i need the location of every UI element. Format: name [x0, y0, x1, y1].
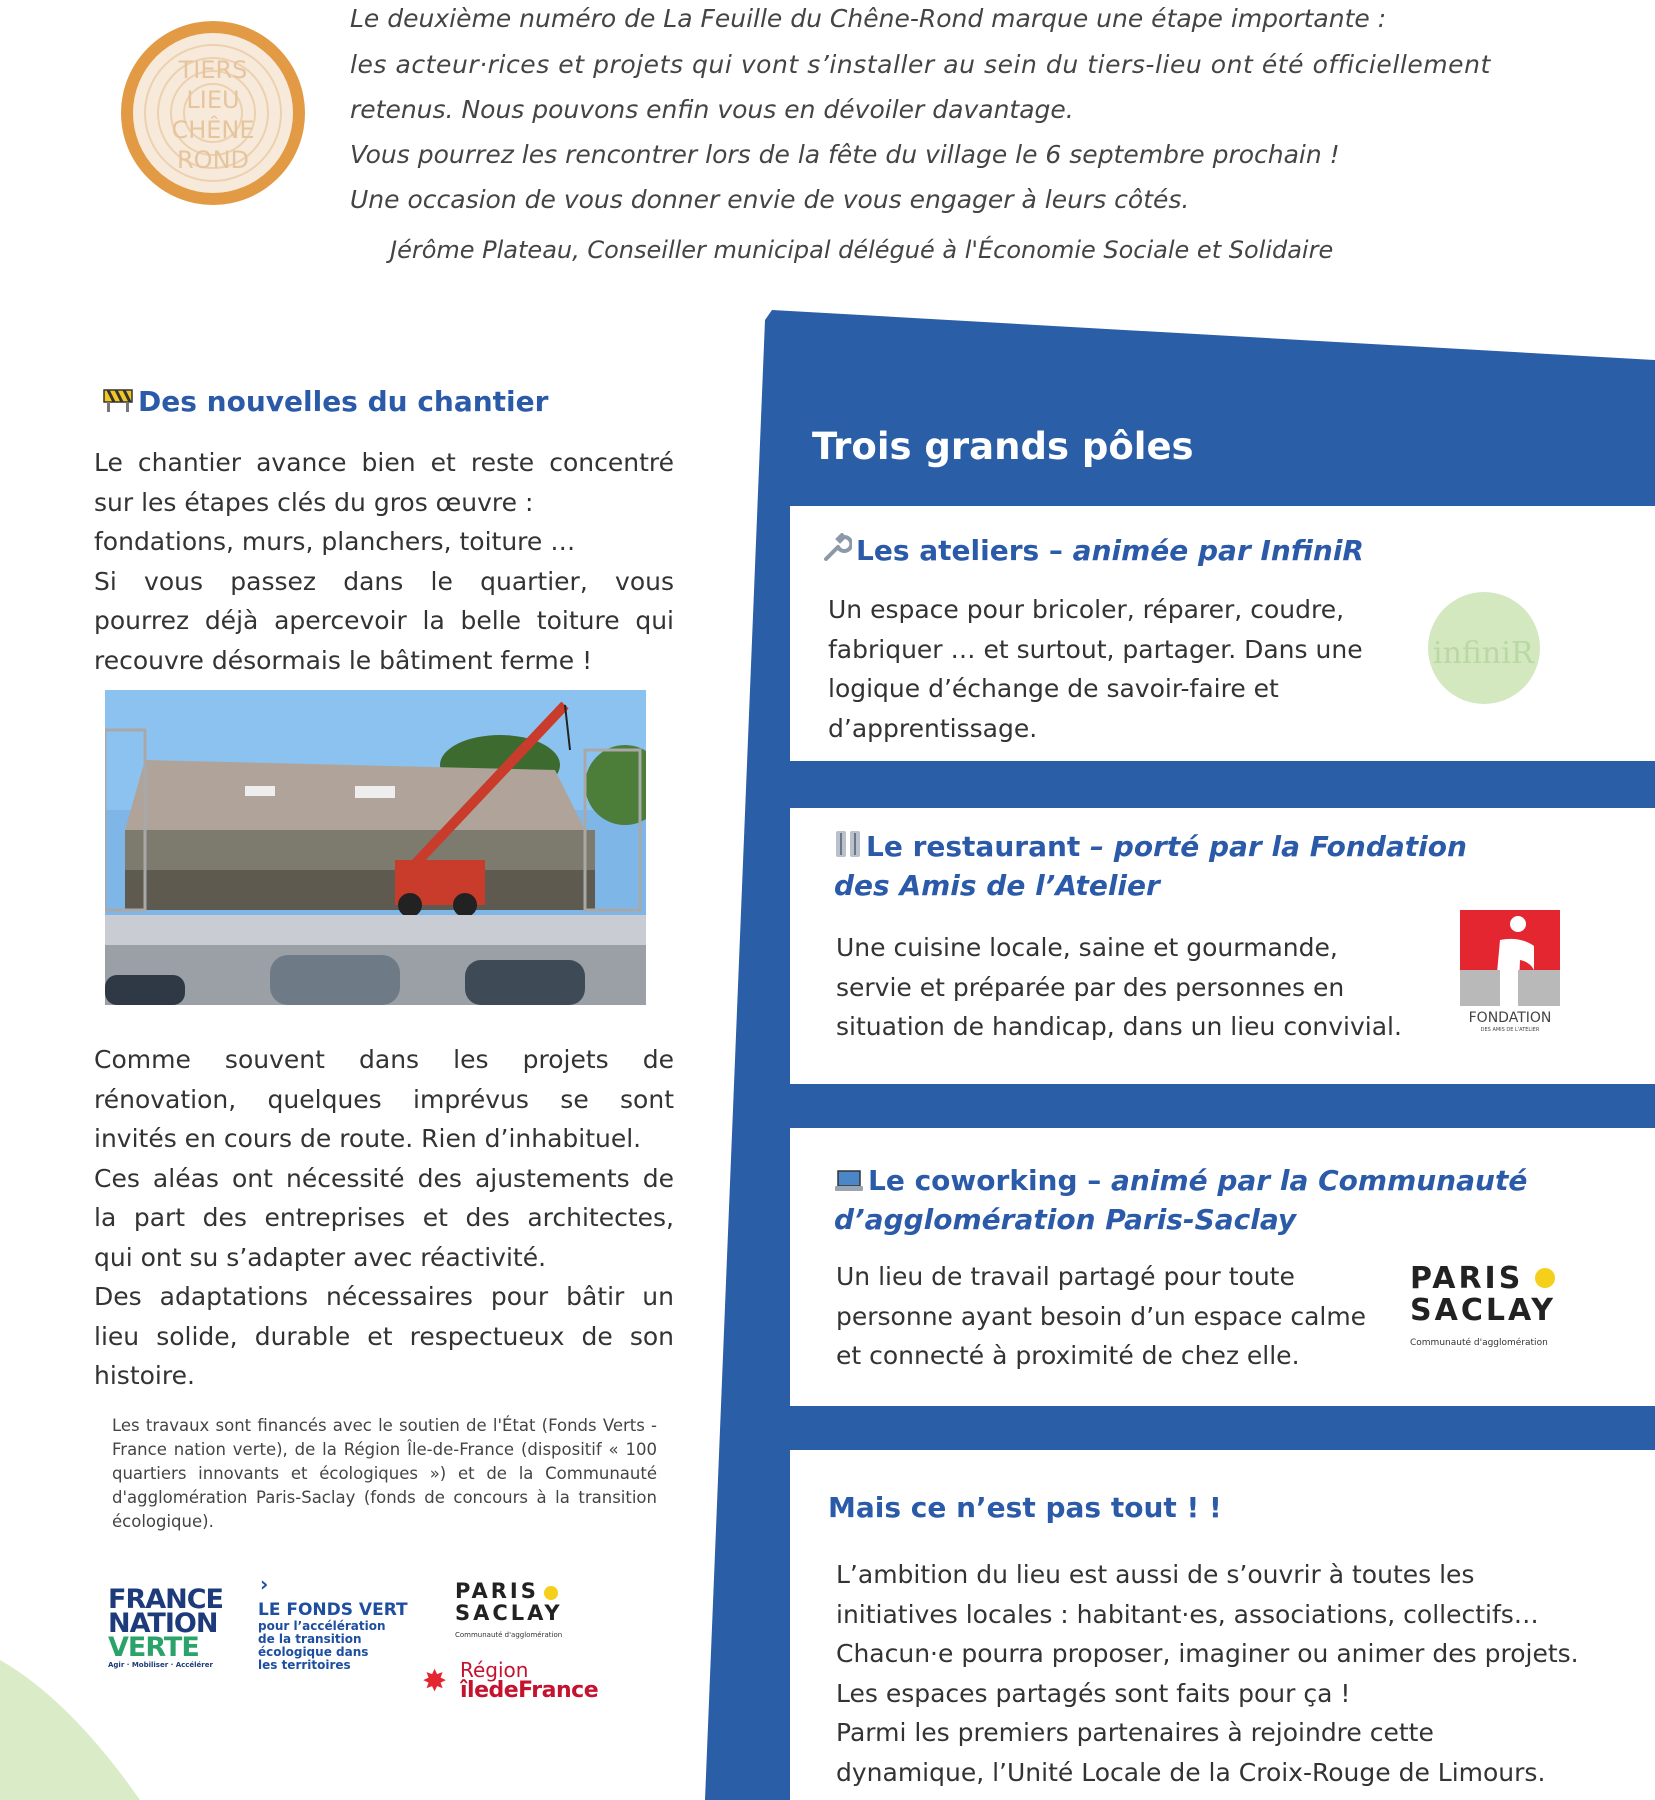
- region-line-1: Région: [460, 1658, 529, 1682]
- ateliers-body-line: d’apprentissage.: [828, 713, 1038, 743]
- chantier-p1-line: sur les étapes clés du gros œuvre :: [94, 487, 534, 517]
- chevron-right-icon: ›: [260, 1572, 269, 1596]
- chantier-title: Des nouvelles du chantier: [138, 385, 549, 418]
- laptop-icon: [834, 1166, 864, 1202]
- intro-line-3: retenus. Nous pouvons enfin vous en dévoiler davantage.: [350, 95, 1074, 124]
- infinir-logo: [1428, 592, 1540, 704]
- ps-sub: Communauté d'agglomération: [455, 1631, 563, 1639]
- coworking-body: [836, 1257, 1396, 1376]
- ps-line: SACLAY: [1410, 1293, 1557, 1328]
- chantier-p2-line: Des adaptations nécessaires pour bâtir un: [94, 1282, 674, 1311]
- region-line-2: îledeFrance: [460, 1678, 599, 1703]
- fonds-vert-sub: écologique dans: [258, 1645, 369, 1659]
- ateliers-title: [822, 533, 1364, 572]
- coworking-title: [834, 1163, 1527, 1238]
- coworking-title-main: Le coworking –: [868, 1164, 1112, 1197]
- sun-dot-icon: [1535, 1268, 1555, 1288]
- restaurant-body: [836, 928, 1436, 1047]
- more-body-line: Parmi les premiers partenaires à rejoindre cette: [836, 1718, 1434, 1747]
- chantier-p2-line: invités en cours de route. Rien d’inhabituel.: [94, 1124, 642, 1153]
- ps-line: PARIS: [1410, 1261, 1524, 1296]
- chantier-p1-line: pourrez déjà apercevoir la belle toiture qui: [94, 606, 674, 635]
- decorative-green-shape: [0, 1660, 140, 1800]
- coworking-body-line: personne ayant besoin d’un espace calme: [836, 1301, 1367, 1331]
- fonds-vert-sub: les territoires: [258, 1658, 351, 1672]
- restaurant-body-line: Une cuisine locale, saine et gourmande,: [836, 933, 1338, 962]
- logo-line-4: ROND: [177, 146, 249, 174]
- coworking-body-line: et connecté à proximité de chez elle.: [836, 1341, 1300, 1370]
- restaurant-body-line: situation de handicap, dans un lieu convivial.: [836, 1012, 1402, 1041]
- more-title: Mais ce n’est pas tout ! !: [828, 1491, 1222, 1524]
- fnv-tagline: Agir · Mobiliser · Accélérer: [108, 1661, 213, 1669]
- fnv-line: NATION: [108, 1608, 218, 1639]
- fonds-vert-sub: de la transition: [258, 1632, 362, 1646]
- chantier-p1-line: Le chantier avance bien et reste concentré: [94, 448, 674, 477]
- chantier-p2-line: Comme souvent dans les projets de: [94, 1045, 674, 1074]
- more-body-line: initiatives locales : habitant·es, associations, collectifs…: [836, 1599, 1539, 1629]
- intro-line-5: Une occasion de vous donner envie de vous engager à leurs côtés.: [350, 185, 1190, 214]
- ateliers-title-partner: animée par InfiniR: [1072, 534, 1364, 567]
- more-body-line: dynamique, l’Unité Locale de la Croix-Rouge de Limours.: [836, 1757, 1546, 1787]
- fonds-vert-title: LE FONDS VERT: [258, 1600, 408, 1620]
- wrench-icon: [822, 533, 852, 572]
- intro-line-2: les acteur·rices et projets qui vont s’installer au sein du tiers-lieu ont été officiellement: [350, 50, 1491, 79]
- signature: Jérôme Plateau, Conseiller municipal délégué à l'Économie Sociale et Solidaire: [390, 236, 1334, 264]
- chantier-p2-line: Ces aléas ont nécessité des ajustements de: [94, 1163, 674, 1193]
- chantier-p2-line: qui ont su s’adapter avec réactivité.: [94, 1242, 547, 1272]
- logo-line-3: CHÊNE: [171, 116, 255, 144]
- ps-line: PARIS: [455, 1579, 539, 1603]
- more-body-line: L’ambition du lieu est aussi de s’ouvrir à toutes les: [836, 1560, 1475, 1589]
- chantier-p2-line: la part des entreprises et des architectes,: [94, 1203, 674, 1232]
- funding-note: Les travaux sont financés avec le soutien de l'État (Fonds Verts - France nation verte), de la Région Île-de-France (dispositif « 100 quartiers innovants et écologiques ») et de la Communauté d'agglomération Paris-Saclay (fonds de concours à la transition écologique).: [112, 1416, 657, 1531]
- more-body-line: Chacun·e pourra proposer, imaginer ou animer des projets.: [836, 1639, 1579, 1668]
- intro-line-1: Le deuxième numéro de La Feuille du Chêne-Rond marque une étape importante :: [350, 4, 1387, 33]
- chantier-p2-line: rénovation, quelques imprévus se sont: [94, 1084, 674, 1114]
- logo-line-1: TIERS: [178, 56, 248, 84]
- logo-line-2: LIEU: [186, 86, 240, 114]
- ateliers-body: [828, 590, 1388, 748]
- ateliers-body-line: logique d’échange de savoir-faire et: [828, 674, 1279, 703]
- restaurant-title-partner-1: – porté par la Fondation: [1090, 830, 1467, 863]
- ps-line: SACLAY: [455, 1601, 563, 1625]
- fondation-mark-icon: [1460, 910, 1560, 1006]
- restaurant-title-partner-2: des Amis de l’Atelier: [834, 869, 1160, 902]
- restaurant-title: [834, 829, 1467, 904]
- chantier-p1-line: fondations, murs, planchers, toiture …: [94, 527, 576, 556]
- infinir-logo-text: infiniR: [1433, 636, 1534, 671]
- fonds-vert-sub: pour l’accélération: [258, 1619, 386, 1633]
- intro-line-4: Vous pourrez les rencontrer lors de la fête du village le 6 septembre prochain !: [350, 140, 1340, 169]
- chantier-p1-line: recouvre désormais le bâtiment ferme !: [94, 645, 593, 675]
- more-body: [836, 1555, 1655, 1792]
- coworking-body-line: Un lieu de travail partagé pour toute: [836, 1262, 1295, 1291]
- fondation-logo: [1460, 910, 1560, 1036]
- ateliers-title-main: Les ateliers –: [856, 534, 1073, 567]
- ateliers-body-line: Un espace pour bricoler, réparer, coudre,: [828, 595, 1345, 624]
- fondation-logo-text: FONDATION: [1468, 1010, 1552, 1026]
- restaurant-body-line: servie et préparée par des personnes en: [836, 972, 1345, 1002]
- fnv-line: VERTE: [108, 1632, 199, 1663]
- fnv-line: FRANCE: [108, 1584, 223, 1615]
- ateliers-body-line: fabriquer … et surtout, partager. Dans une: [828, 634, 1363, 664]
- poles-title: Trois grands pôles: [812, 425, 1194, 468]
- star-icon: ✸: [422, 1664, 448, 1699]
- ps-sub: Communauté d'agglomération: [1410, 1338, 1548, 1348]
- restaurant-title-main: Le restaurant: [866, 830, 1091, 863]
- coworking-title-partner-2: d’agglomération Paris-Saclay: [834, 1203, 1297, 1236]
- fondation-logo-sub: DES AMIS DE L'ATELIER: [1480, 1027, 1540, 1033]
- fork-knife-icon: [834, 829, 862, 868]
- coworking-title-partner-1: animé par la Communauté: [1111, 1164, 1528, 1197]
- chantier-p2-line: histoire.: [94, 1361, 195, 1390]
- more-body-line: Les espaces partagés sont faits pour ça !: [836, 1678, 1351, 1708]
- chantier-p2-line: lieu solide, durable et respectueux de son: [94, 1321, 674, 1351]
- chantier-p1-line: Si vous passez dans le quartier, vous: [94, 566, 674, 596]
